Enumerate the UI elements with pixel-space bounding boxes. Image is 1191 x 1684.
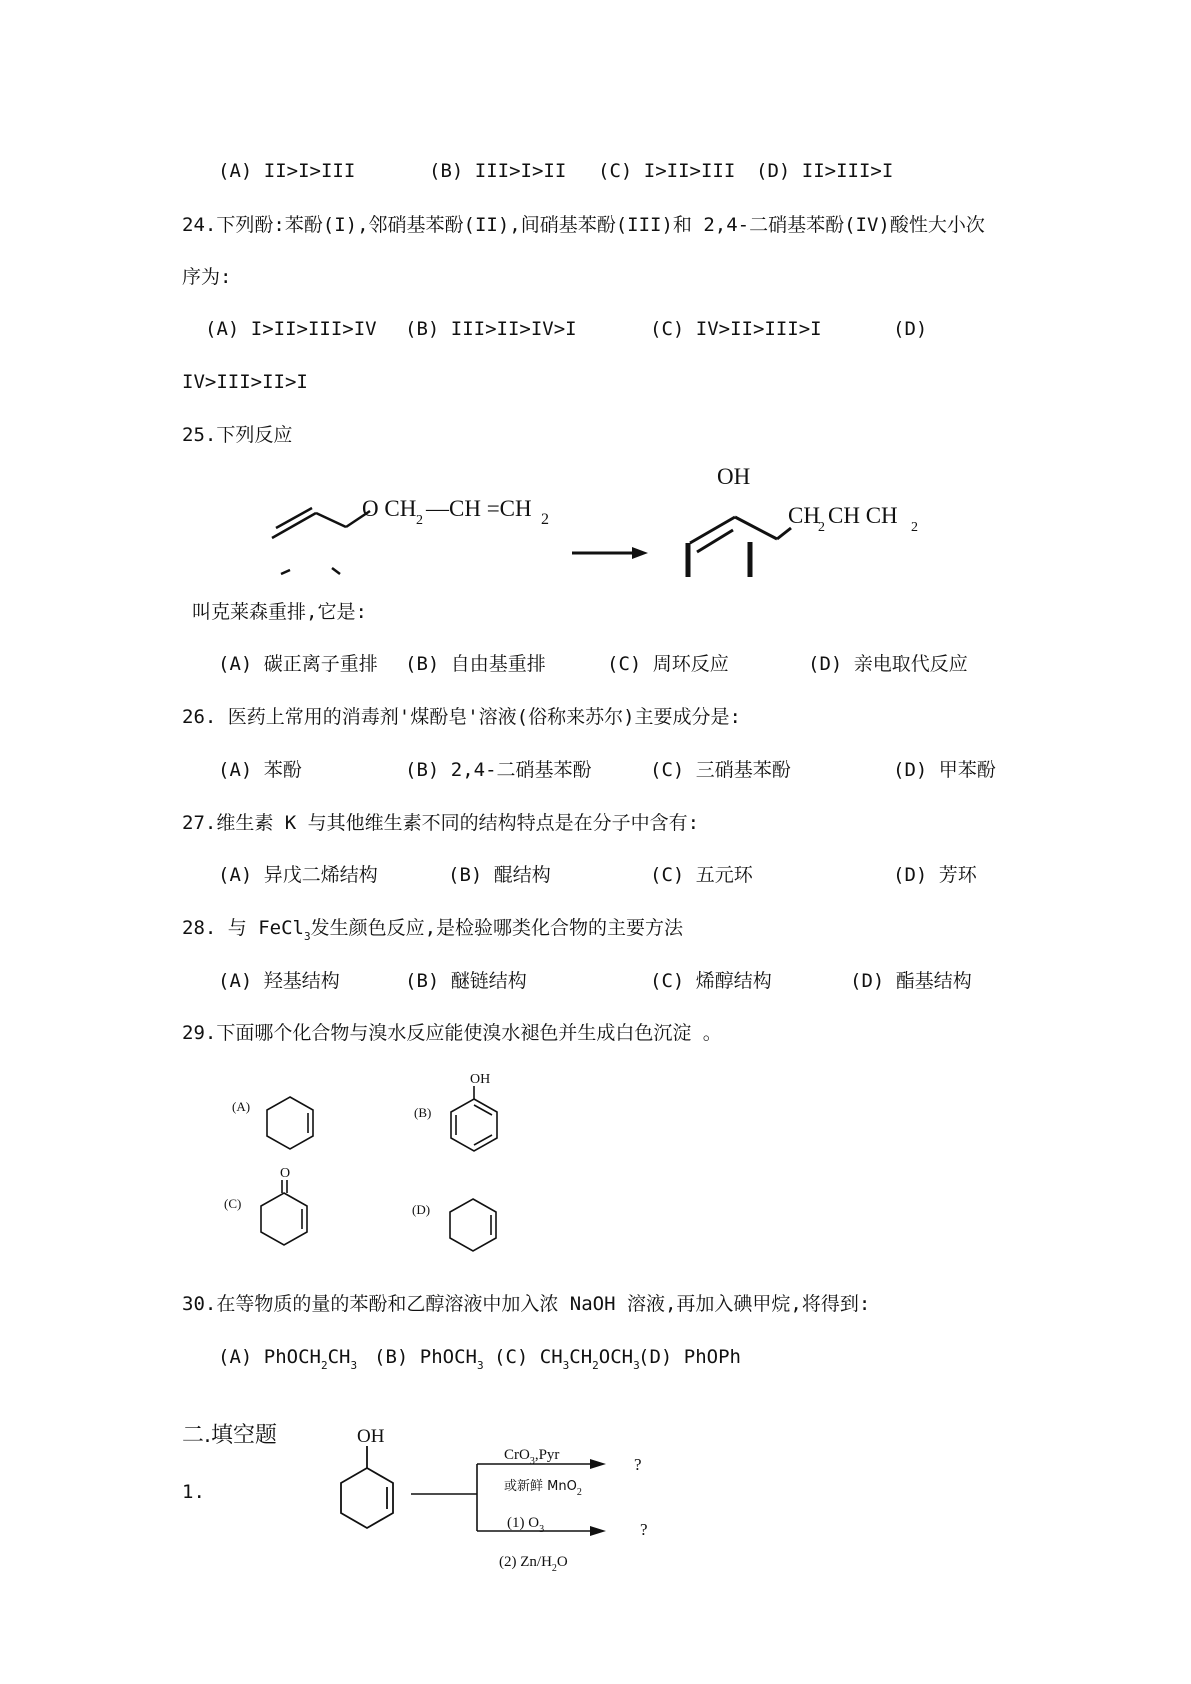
q25-stem: 25.下列反应 bbox=[182, 424, 293, 446]
q29-ketone-o: O bbox=[280, 1166, 291, 1181]
q24-stem-line1: 24.下列酚:苯酚(I),邻硝基苯酚(II),间硝基苯酚(III)和 2,4-二硝基苯酚(IV)酸性大小次 bbox=[182, 214, 985, 236]
q28-option-b: (B) 醚链结构 bbox=[405, 970, 527, 992]
q27-option-a: (A) 异戊二烯结构 bbox=[218, 864, 378, 886]
q24-option-c: (C) IV>II>III>I bbox=[650, 318, 822, 340]
q30-option-d: (D) PhOPh bbox=[638, 1346, 741, 1368]
reagent-zn-water: (2) $Zn/H_2O$ bbox=[499, 1554, 568, 1574]
q24-option-d-value: IV>III>II>I bbox=[182, 371, 308, 393]
q23-option-c: (C) I>II>III bbox=[598, 160, 736, 182]
q24-option-b: (B) III>II>IV>I bbox=[405, 318, 577, 340]
q28-stem: 28. 与 FeCl$_3$发生颜色反应,是检验哪类化合物的主要方法 bbox=[182, 917, 684, 943]
q26-option-c: (C) 三硝基苯酚 bbox=[650, 759, 791, 781]
q25-product-ch2-b-sub: 2 bbox=[911, 520, 918, 535]
q26-option-a: (A) 苯酚 bbox=[218, 759, 302, 781]
q24-stem-line2: 序为: bbox=[182, 266, 232, 288]
q23-option-b: (B) III>I>II bbox=[429, 160, 567, 182]
q26-stem: 26. 医药上常用的消毒剂'煤酚皂'溶液(俗称来苏尔)主要成分是: bbox=[182, 706, 741, 728]
reagent-cro3: CrO$_3$,Pyr bbox=[504, 1447, 560, 1467]
q25-option-a: (A) 碳正离子重排 bbox=[218, 653, 378, 675]
q25-product-ch2-a: CH bbox=[788, 503, 820, 528]
q25-product-ch2-a-sub: 2 bbox=[818, 520, 825, 535]
q27-option-c: (C) 五元环 bbox=[650, 864, 753, 886]
q24-option-a: (A) I>II>III>IV bbox=[205, 318, 377, 340]
section2-q1-cyclohexenol bbox=[341, 1446, 393, 1528]
q25-product-oh: OH bbox=[717, 464, 751, 489]
q29-label-b: (B) bbox=[414, 1105, 432, 1120]
q30-stem: 30.在等物质的量的苯酚和乙醇溶液中加入浓 NaOH 溶液,再加入碘甲烷,将得到: bbox=[182, 1293, 871, 1315]
section2-title: 二.填空题 bbox=[182, 1423, 277, 1448]
q28-option-c: (C) 烯醇结构 bbox=[650, 970, 772, 992]
q29-label-a: (A) bbox=[232, 1099, 251, 1114]
reagent-ozone: (1) $O_3$ bbox=[507, 1515, 545, 1535]
q28-option-a: (A) 羟基结构 bbox=[218, 970, 340, 992]
q23-option-d: (D) II>III>I bbox=[756, 160, 894, 182]
q25-reactant-sub2: 2 bbox=[416, 513, 423, 528]
q23-option-a: (A) II>I>III bbox=[218, 160, 356, 182]
q25-option-b: (B) 自由基重排 bbox=[405, 653, 546, 675]
section2-q1-arrow-top bbox=[590, 1459, 606, 1469]
product-unknown-bottom: ? bbox=[640, 1520, 648, 1539]
q25-reactant-tail: 2 bbox=[541, 511, 549, 528]
q27-stem: 27.维生素 K 与其他维生素不同的结构特点是在分子中含有: bbox=[182, 812, 700, 834]
q26-option-d: (D) 甲苯酚 bbox=[893, 759, 996, 781]
q30-option-c: (C) $CH_3CH_2OCH_3$ bbox=[494, 1346, 640, 1372]
section2-q1-oh: OH bbox=[357, 1426, 385, 1447]
q29-label-c: (C) bbox=[224, 1196, 242, 1211]
q25-option-c: (C) 周环反应 bbox=[607, 653, 729, 675]
reagent-mno2: 或新鲜 MnO$_2$ bbox=[504, 1479, 582, 1498]
q30-option-a: (A) $PhOCH_2CH_3$ bbox=[218, 1346, 358, 1372]
section2-q1-branch-arrows bbox=[411, 1464, 595, 1531]
q27-option-d: (D) 芳环 bbox=[893, 864, 977, 886]
q25-reactant-o-ch: O CH bbox=[362, 496, 417, 521]
q25-product-ch-ch: CH CH bbox=[828, 503, 898, 528]
q29-stem: 29.下面哪个化合物与溴水反应能使溴水褪色并生成白色沉淀 。 bbox=[182, 1022, 722, 1044]
q28-option-d: (D) 酯基结构 bbox=[850, 970, 972, 992]
q25-option-d: (D) 亲电取代反应 bbox=[808, 653, 968, 675]
q29-label-d: (D) bbox=[412, 1202, 431, 1217]
q30-option-b: (B) PhOCH$_3$ bbox=[374, 1346, 484, 1372]
q29-phenol-oh: OH bbox=[470, 1072, 491, 1087]
q25-question: 叫克莱森重排,它是: bbox=[192, 601, 367, 623]
product-unknown-top: ? bbox=[634, 1455, 642, 1474]
section2-q1-arrow-bottom bbox=[590, 1526, 606, 1536]
section2-q1-number: 1. bbox=[182, 1481, 205, 1503]
q25-reactant-vinyl: —CH =CH bbox=[426, 496, 532, 521]
q27-option-b: (B) 醌结构 bbox=[448, 864, 551, 886]
q26-option-b: (B) 2,4-二硝基苯酚 bbox=[405, 759, 592, 781]
q24-option-d: (D) bbox=[893, 318, 928, 340]
